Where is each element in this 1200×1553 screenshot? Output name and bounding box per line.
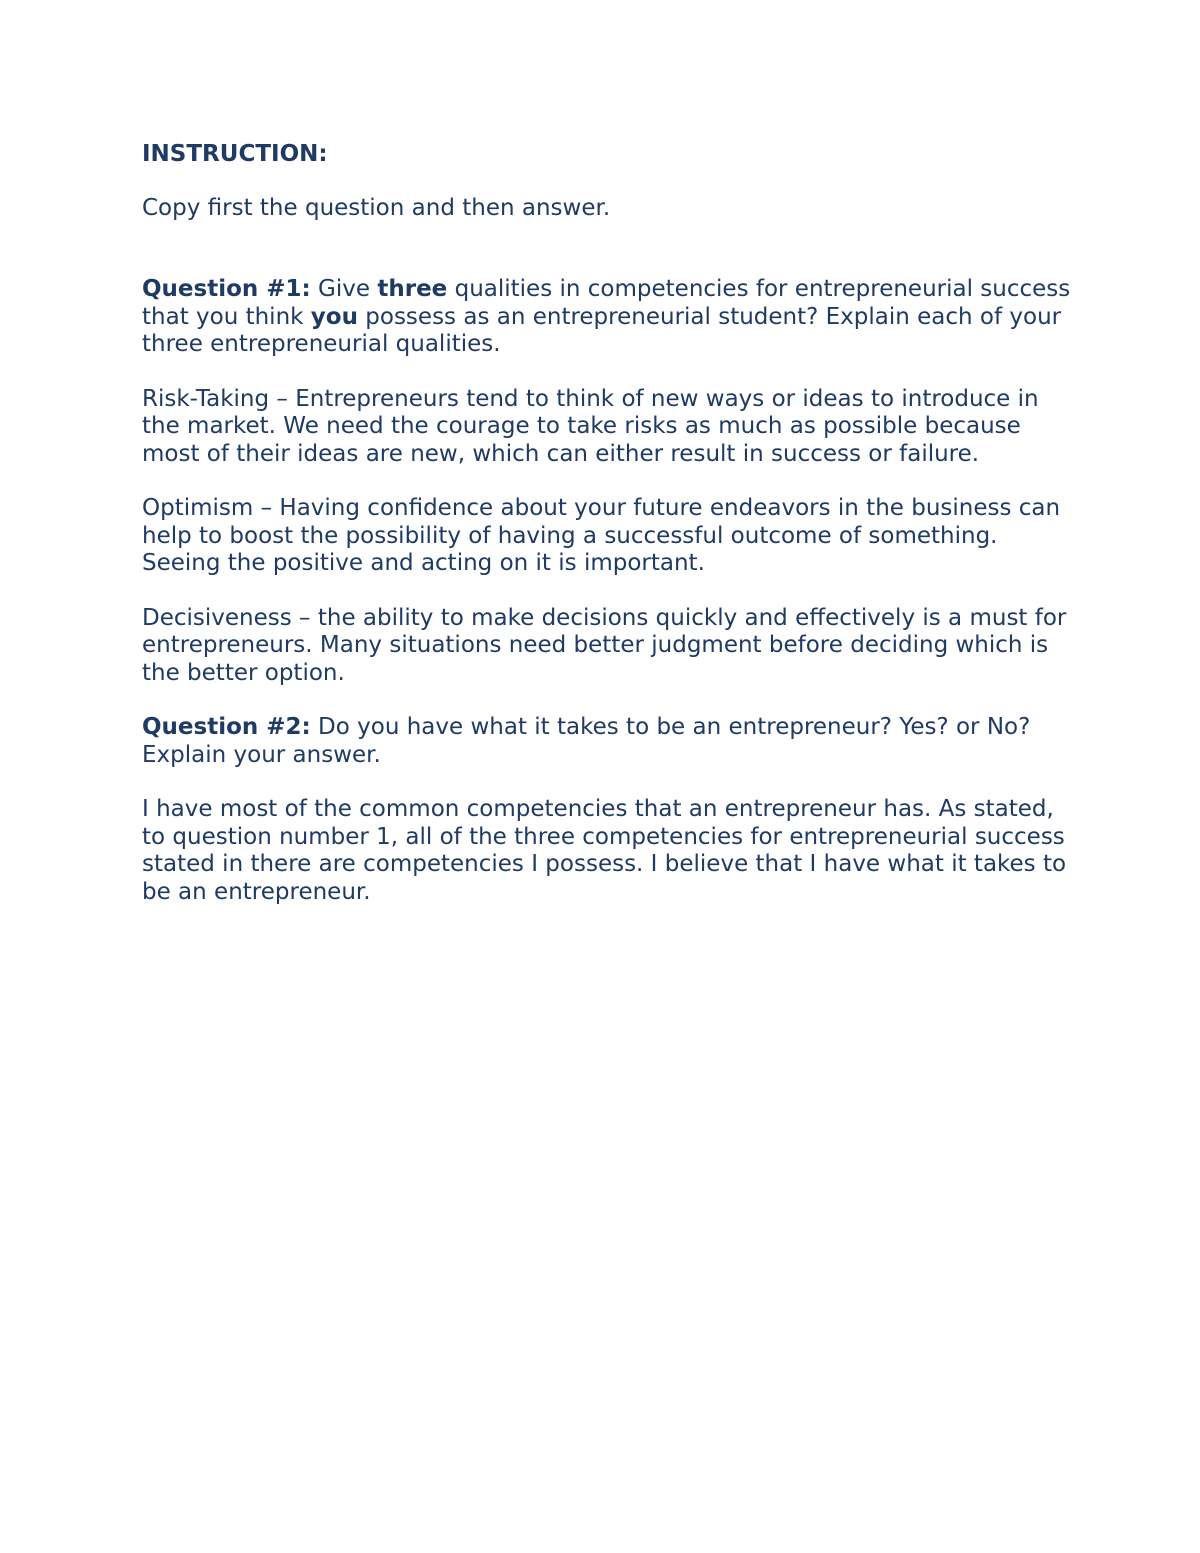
answer-decisiveness: Decisiveness – the ability to make decisions quickly and effectively is a must for entrepreneurs. Many situations need better judgment before deciding which is the better option. bbox=[142, 604, 1067, 686]
question-1-label: Question #1: bbox=[142, 276, 311, 302]
question-1-emphasis-three: three bbox=[377, 276, 448, 302]
instruction-text: Copy first the question and then answer. bbox=[142, 194, 611, 221]
answer-2: I have most of the common competencies that an entrepreneur has. As stated, to question number 1, all of the three competencies for entrepreneurial success stated in there are competencies I possess. I believe that I have what it takes to be an entrepreneur. bbox=[142, 796, 1067, 905]
instruction-heading: INSTRUCTION: bbox=[142, 141, 328, 167]
document-body bbox=[142, 141, 1072, 933]
answer-risk-taking: Risk-Taking – Entrepreneurs tend to think of new ways or ideas to introduce in the market. We need the courage to take risks as much as possible because most of their ideas are new, which can either result in success or failure. bbox=[142, 385, 1039, 467]
question-1-emphasis-you: you bbox=[310, 303, 358, 330]
question-1-text-part1: Give bbox=[310, 276, 378, 302]
answer-optimism: Optimism – Having confidence about your future endeavors in the business can help to boost the possibility of having a successful outcome of something. Seeing the positive and acting on it is important. bbox=[142, 495, 1061, 576]
question-1 bbox=[142, 276, 1072, 359]
question-1-text-part2: qualities in competencies for entrepreneurial success that you think bbox=[142, 276, 1071, 330]
question-2-text: Do you have what it takes to be an entrepreneur? Yes? or No? Explain your answer. bbox=[142, 714, 1031, 768]
question-2 bbox=[142, 714, 1072, 769]
question-1-text-part3: possess as an entrepreneurial student? Explain each of your three entrepreneurial qualities. bbox=[142, 303, 1062, 357]
question-2-label: Question #2: bbox=[142, 714, 311, 740]
